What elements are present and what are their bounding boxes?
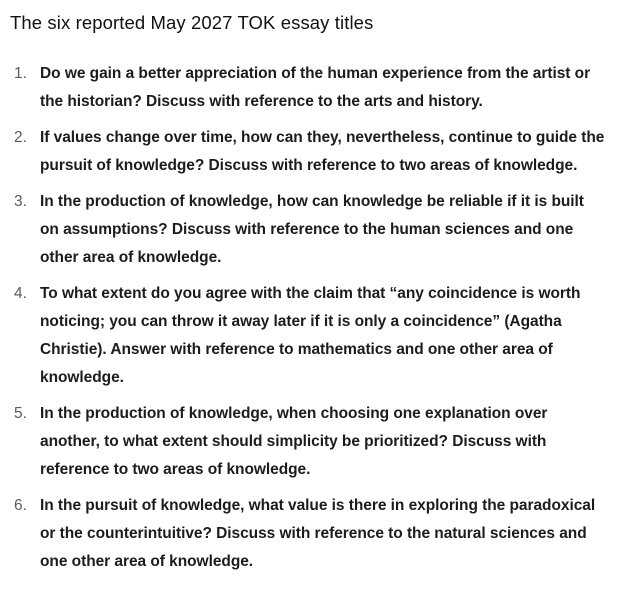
list-item	[0, 188, 619, 272]
list-item	[0, 124, 619, 180]
list-item	[0, 400, 619, 484]
list-item-text: Do we gain a better appreciation of the human experience from the artist or the historian? Discuss with reference to the arts and history.	[40, 65, 591, 110]
list-item-text: In the production of knowledge, when choosing one explanation over another, to what extent should simplicity be prioritized? Discuss with reference to two areas of knowledge.	[40, 405, 548, 478]
essay-title-list	[0, 60, 619, 584]
list-item-number: 1.	[14, 65, 27, 82]
list-item-number: 5.	[14, 405, 27, 422]
list-item-text: To what extent do you agree with the claim that “any coincidence is worth noticing; you can throw it away later if it is only a coincidence” (Agatha Christie). Answer with reference to mathematics and one other area of knowledge.	[40, 285, 581, 386]
list-item	[0, 60, 619, 116]
list-item-number: 4.	[14, 285, 27, 302]
list-item	[0, 492, 619, 576]
list-item-number: 2.	[14, 129, 27, 146]
list-item	[0, 280, 619, 392]
page-title: The six reported May 2027 TOK essay titles	[10, 12, 374, 33]
list-item-text: If values change over time, how can they, nevertheless, continue to guide the pursuit of knowledge? Discuss with reference to two areas of knowledge.	[40, 129, 605, 174]
list-item-number: 3.	[14, 193, 27, 210]
list-item-number: 6.	[14, 497, 27, 514]
list-item-text: In the production of knowledge, how can knowledge be reliable if it is built on assumptions? Discuss with reference to the human sciences and one other area of knowledge.	[40, 193, 584, 266]
list-item-text: In the pursuit of knowledge, what value is there in exploring the paradoxical or the counterintuitive? Discuss with reference to the natural sciences and one other area of knowledge.	[40, 497, 596, 570]
